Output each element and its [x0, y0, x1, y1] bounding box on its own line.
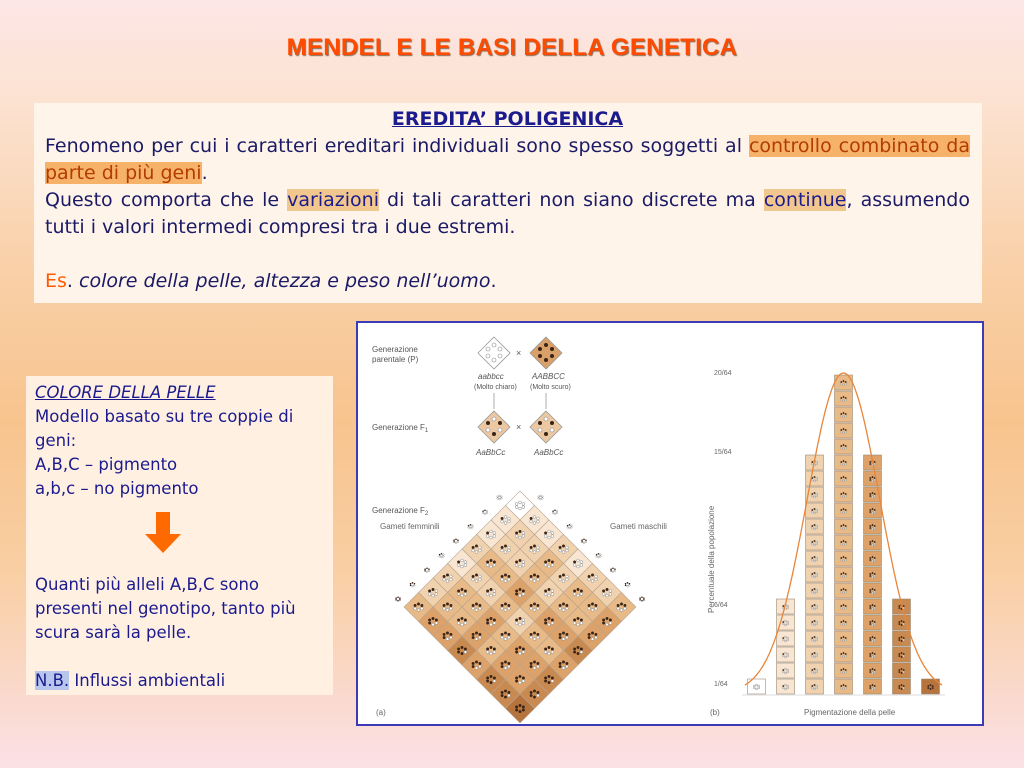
- gen-f1-label: Generazione $F_1$: [372, 423, 429, 434]
- slide-title: MENDEL E LE BASI DELLA GENETICA: [286, 34, 738, 61]
- section-heading: EREDITA’ POLIGENICA: [391, 108, 624, 130]
- histogram-bar: [835, 375, 853, 694]
- highlight-variazioni: variazioni: [287, 189, 379, 211]
- histogram-bar: [777, 599, 795, 694]
- polygenic-inheritance-figure: [356, 321, 984, 726]
- highlight-continue: continue: [763, 189, 847, 211]
- p1-description: (Molto chiaro): [474, 384, 517, 391]
- f1-genotype-2: AaBbCc: [534, 448, 564, 457]
- model-description: Modello basato su tre coppie di geni:: [35, 407, 294, 450]
- female-gamete: [482, 509, 487, 514]
- consequence-paragraph: Questo comporta che le variazioni di tali caratteri non siano discrete ma continue, assumendo tutti i valori intermedi compresi tra i due estremi.: [45, 189, 970, 238]
- male-gamete: [610, 567, 615, 572]
- male-gamete: [639, 596, 644, 601]
- down-arrow-icon: [143, 512, 183, 554]
- p2-description: (Molto scuro): [530, 384, 571, 391]
- male-gamete: [625, 582, 630, 587]
- p1-genotype: aabbcc: [478, 372, 504, 381]
- skin-pigmentation-histogram: [742, 373, 945, 695]
- example-label: Es: [45, 270, 67, 292]
- male-gametes-label: Gameti maschili: [610, 522, 667, 531]
- example-text: colore della pelle, altezza e peso nell’uomo: [79, 270, 491, 292]
- highlight-combined-control: controllo combinato da parte di più geni: [45, 135, 970, 184]
- female-gamete: [439, 553, 444, 558]
- nb-label: N.B.: [35, 671, 70, 690]
- y-tick-20: 20/64: [714, 370, 732, 377]
- male-gamete: [552, 509, 557, 514]
- skin-color-box: [26, 376, 333, 695]
- female-gamete: [453, 538, 458, 543]
- no-pigment-alleles: a,b,c – no pigmento: [35, 479, 199, 498]
- parent-dark-cell: [530, 337, 562, 369]
- f1-cell-2: [530, 411, 562, 443]
- svg-text:×: ×: [516, 422, 522, 432]
- parent-light-cell: [478, 337, 510, 369]
- female-gamete: [468, 524, 473, 529]
- pigment-alleles: A,B,C – pigmento: [35, 455, 178, 474]
- male-gamete: [581, 538, 586, 543]
- example-line: Es. colore della pelle, altezza e peso nell’uomo.: [45, 270, 497, 292]
- polygenic-definition-box: [34, 103, 982, 303]
- f1-cell-1: [478, 411, 510, 443]
- p2-genotype: AABBCC: [532, 372, 565, 381]
- chart-x-label: Pigmentazione della pelle: [804, 708, 896, 717]
- male-gamete: [538, 495, 543, 500]
- definition-paragraph: Fenomeno per cui i caratteri ereditari individuali sono spesso soggetti al controllo combinato da parte di più geni.: [45, 135, 970, 184]
- female-gamete: [424, 567, 429, 572]
- panel-a-label: (a): [376, 708, 386, 717]
- gen-f2-label: Generazione $F_2$: [372, 506, 429, 517]
- panel-b-label: (b): [710, 708, 720, 717]
- gen-p-label-1: Generazione: [372, 345, 418, 354]
- skin-color-heading: COLORE DELLA PELLE: [35, 383, 216, 402]
- nb-line: N.B. Influssi ambientali: [35, 671, 226, 690]
- histogram-bar: [893, 599, 911, 694]
- y-tick-1: 1/64: [714, 681, 728, 688]
- female-gamete: [497, 495, 502, 500]
- y-tick-15: 15/64: [714, 449, 732, 456]
- female-gametes-label: Gameti femminili: [380, 522, 440, 531]
- gen-p-label-2: parentale (P): [372, 355, 419, 364]
- f1-genotype-1: AaBbCc: [476, 448, 506, 457]
- male-gamete: [567, 524, 572, 529]
- figure-svg: [358, 323, 982, 724]
- female-gamete: [410, 582, 415, 587]
- female-gamete: [395, 596, 400, 601]
- y-tick-6: 6/64: [714, 602, 728, 609]
- chart-y-label: Percentuale della popolazione: [707, 505, 716, 613]
- cross-symbol: ×: [516, 348, 522, 358]
- allele-conclusion: Quanti più alleli A,B,C sono presenti nel genotipo, tanto più scura sarà la pelle.: [35, 575, 296, 642]
- male-gamete: [596, 553, 601, 558]
